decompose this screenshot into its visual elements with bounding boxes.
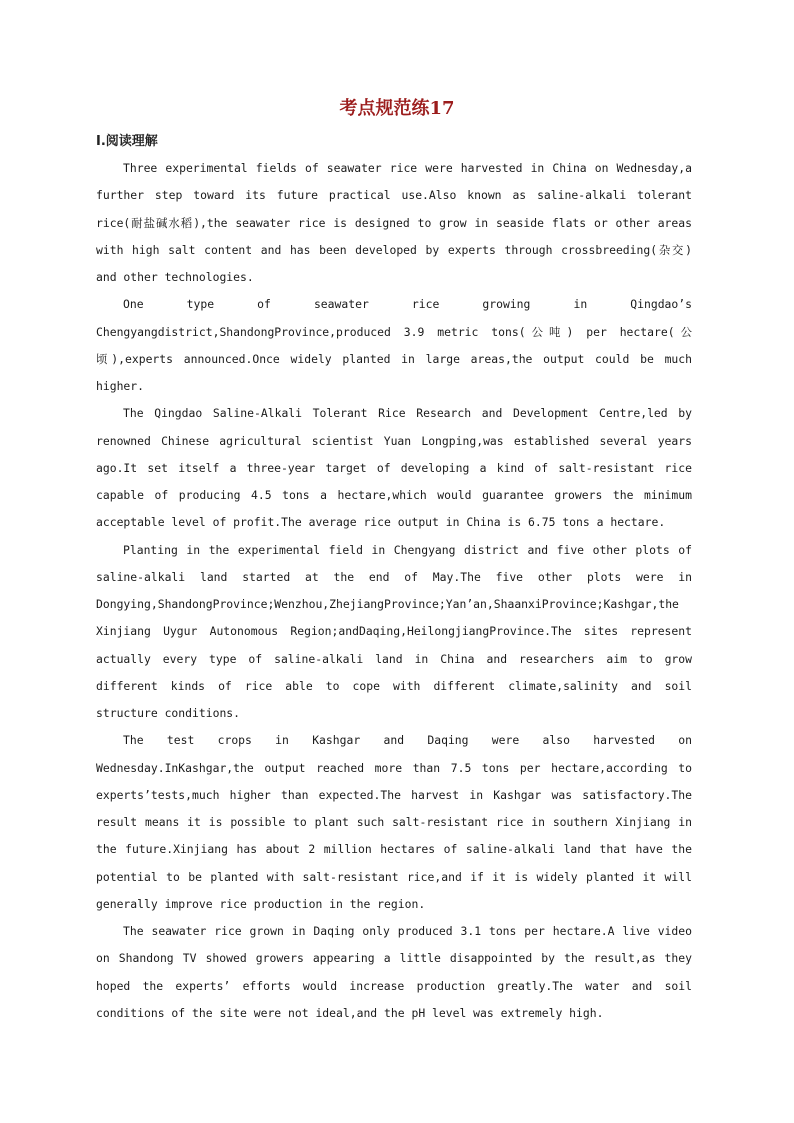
paragraph-6: The seawater rice grown in Daqing only produced 3.1 tons per hectare.A live video on Shandong TV showed growers appearing a little disappointed by the result,as they hoped the experts’ efforts would increase production greatly.The water and soil conditions of the site were not ideal,and the pH level was extremely high. [96, 924, 692, 1020]
paragraph-4: Planting in the experimental field in Chengyang district and five other plots of saline-alkali land started at the end of May.The five other plots were in Dongying,ShandongProvince;Wenzhou,ZhejiangProvince;Yan’an,ShaanxiProvince;Kashgar,the Xinjiang Uygur Autonomous Region;andDaqing,HeilongjiangProvince.The sites represent actually every type of saline-alkali land in China and researchers aim to grow different kinds of rice able to cope with different climate,salinity and soil structure conditions. [96, 542, 692, 720]
paragraph-1: Three experimental fields of seawater rice were harvested in China on Wednesday,a further step toward its future practical use.Also known as saline-alkali tolerant rice(耐盐碱水稻),the seawater rice is designed to grow in seaside flats or other areas with high salt content and has been developed by experts through crossbreeding(杂交) and other technologies. [96, 161, 692, 284]
section-heading: Ⅰ.阅读理解 [96, 134, 158, 149]
paragraph-5: The test crops in Kashgar and Daqing were also harvested on Wednesday.InKashgar,the output reached more than 7.5 tons per hectare,according to experts’tests,much higher than expected.The harvest in Kashgar was satisfactory.The result means it is possible to plant such salt-resistant rice in southern Xinjiang in the future.Xinjiang has about 2 million hectares of saline-alkali land that have the potential to be planted with salt-resistant rice,and if it is widely planted it will generally improve rice production in the region. [96, 733, 692, 911]
reading-passage [96, 155, 692, 1027]
paragraph-3: The Qingdao Saline-Alkali Tolerant Rice Research and Development Centre,led by renowned Chinese agricultural scientist Yuan Longping,was established several years ago.It set itself a three-year target of developing a kind of salt-resistant rice capable of producing 4.5 tons a hectare,which would guarantee growers the minimum acceptable level of profit.The average rice output in China is 6.75 tons a hectare. [96, 406, 692, 530]
page-title: 考点规范练17 [339, 98, 455, 119]
paragraph-2: One type of seawater rice growing in Qingdao’s Chengyangdistrict,ShandongProvince,produced 3.9 metric tons(公吨) per hectare(公顷),experts announced.Once widely planted in large areas,the output could be much higher. [96, 297, 692, 393]
